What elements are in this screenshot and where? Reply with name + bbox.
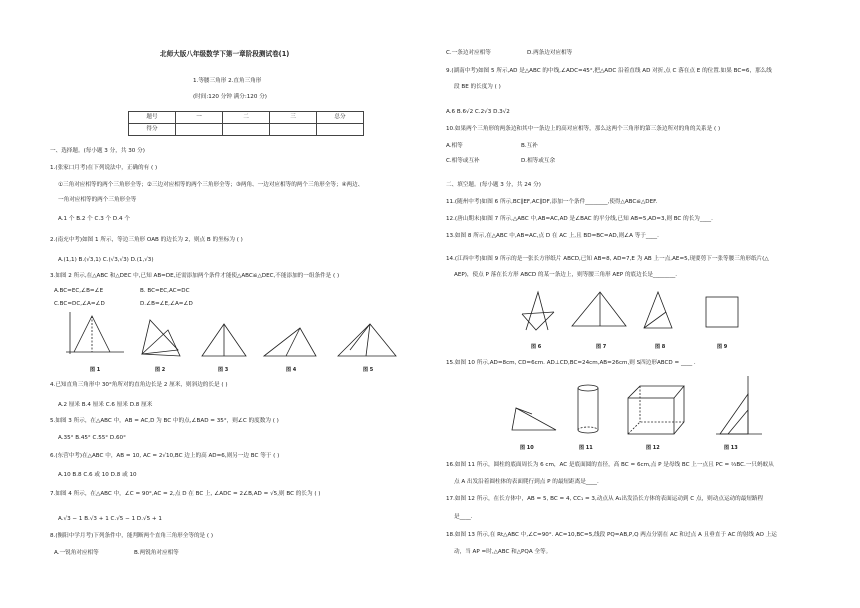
table-cell: 二: [223, 112, 270, 124]
question-1-statements: ①三角对应相等的两个三角形全等；②三边对应相等的两个三角形全等；③两角、一边对应相等的两个三角形全等；④两边、: [58, 182, 364, 188]
table-cell: 得分: [129, 124, 176, 136]
figure-7-label: 图 7: [596, 344, 607, 350]
figure-13-label: 图 13: [724, 445, 738, 451]
section-2-heading: 二、填空题。(每小题 3 分，共 24 分): [446, 182, 541, 188]
table-cell: 总分: [317, 112, 364, 124]
question-6: 6.(东营中考)在△ABC 中，AB = 10, AC = 2√10,BC 边上的高 AD=6,则另一边 BC 等于 ( ): [50, 453, 280, 459]
question-7-options: A.√3 − 1 B.√3 + 1 C.√5 − 1 D.√5 + 1: [58, 516, 162, 522]
table-cell: [270, 124, 317, 136]
question-3-option-d: D.∠B=∠E,∠A=∠D: [140, 301, 193, 307]
table-cell: 题号: [129, 112, 176, 124]
figure-6-diagram: [518, 290, 558, 334]
question-1-options: A.1 个 B.2 个 C.3 个 D.4 个: [58, 216, 130, 222]
question-10-option-c: C.相等或互补: [446, 158, 480, 164]
question-3: 3.如图 2 所示,在△ABC 和△DEC 中,已知 AB=DE,还需添加两个条件才能使△ABC≌△DEC,不能添加的一组条件是 ( ): [50, 273, 340, 279]
figure-1-label: 图 1: [90, 367, 101, 373]
table-cell: [223, 124, 270, 136]
question-3-option-b: B. BC=EC,AC=DC: [140, 288, 190, 294]
figure-7-diagram: [570, 290, 628, 330]
figure-10-label: 图 10: [520, 445, 534, 451]
question-8-option-d: D.两条边对应相等: [527, 50, 573, 56]
question-6-options: A.10 B.8 C.6 或 10 D.8 或 10: [58, 472, 137, 478]
question-15: 15.如图 10 所示,AD=8cm, CD=6cm. AD⊥CD,BC=24cm,AB=26cm,则 S四边形ABCD = ____ .: [446, 360, 696, 366]
page-title: 北师大版八年级数学下第一章阶段测试卷(1): [160, 50, 290, 58]
question-8-option-a: A.一锐角对应相等: [54, 550, 99, 556]
question-16: 16.如图 11 所示，圆柱的底面周长为 6 cm，AC 是底面圆的直径，高 BC = 6cm,点 P 是母线 BC 上一点且 PC = ⅔BC.一只蚂蚁从: [446, 462, 774, 468]
question-7: 7.如图 4 所示，在△ABC 中，∠C = 90°,AC = 2,点 D 在 BC 上, ∠ADC = 2∠B,AD = √5,则 BC 的长为 ( ): [50, 491, 321, 497]
table-row: [129, 112, 364, 124]
figure-13-diagram: [714, 374, 764, 438]
question-13: 13.如图 8 所示,在△ABC 中,AB=AC,点 D 在 AC 上,且 BD=BC=AD,则∠A 等于____.: [446, 233, 659, 239]
question-2: 2.(南充中考)如图 1 所示，等边三角形 OAB 的边长为 2，则点 B 的坐标为 ( ): [50, 237, 243, 243]
question-10-option-b: B.互补: [521, 143, 538, 149]
question-18: 18.如图 13 所示,在 Rt△ABC 中,∠C=90°. AC=10,BC=5,线段 PQ=AB,P,Q 两点分别在 AC 和过点 A 且垂直于 AC 的射线 AO 上运: [446, 532, 777, 538]
question-1-statements-cont: 一角对应相等的两个三角形全等: [58, 197, 137, 203]
question-11: 11.(随州中考)如图 6 所示,BC∥EF,AC∥DF,添加一个条件________,使得△ABC≌△DEF.: [446, 199, 658, 205]
figure-8-diagram: [640, 290, 676, 332]
question-3-option-c: C.BC=DC,∠A=∠D: [54, 301, 105, 307]
question-16-cont: 点 A 出发沿着圆柱体的表面爬行到点 P 的最短距离是____.: [454, 479, 599, 485]
figure-9-diagram: [705, 296, 741, 330]
figure-11-diagram: [576, 384, 600, 436]
question-10: 10.如果两个三角形的两条边和其中一条边上的高对应相等，那么这两个三角形的第三条边所对的角的关系是 ( ): [446, 126, 721, 132]
figure-5-label: 图 5: [363, 367, 374, 373]
section-1-heading: 一、选择题。(每小题 3 分，共 30 分): [50, 148, 145, 154]
question-9-cont: 段 BE 的长度为 ( ): [454, 84, 501, 90]
question-14-cont: AEP)，使点 P 落在长方形 ABCD 的某一条边上，则等腰三角形 AEP 的底边长是________.: [454, 272, 678, 278]
figure-2-label: 图 2: [155, 367, 166, 373]
page-subtitle: 1.等腰三角形 2.直角三角形: [193, 78, 262, 84]
figure-10-diagram: [510, 404, 560, 434]
question-5-options: A.35° B.45° C.55° D.60°: [58, 435, 126, 441]
question-18-cont: 动，当 AP =时,△ABC 和△PQA 全等。: [454, 549, 552, 555]
score-table: [128, 111, 364, 136]
table-row: [129, 124, 364, 136]
figure-5-diagram: [336, 322, 402, 360]
figure-8-label: 图 8: [655, 344, 666, 350]
question-5: 5.如图 3 所示，在△ABC 中，AB = AC,D 为 BC 中的点,∠BAD = 35°，则∠C 的度数为 ( ): [50, 418, 279, 424]
table-cell: 三: [270, 112, 317, 124]
question-2-options: A.(1,1) B.(√3,1) C.(√3,√3) D.(1,√3): [58, 257, 154, 263]
figure-6-label: 图 6: [531, 344, 542, 350]
question-10-option-a: A.相等: [446, 143, 463, 149]
question-10-option-d: D.相等或互余: [521, 158, 556, 164]
figure-12-label: 图 12: [646, 445, 660, 451]
figure-3-label: 图 3: [218, 367, 229, 373]
figure-4-diagram: [262, 326, 320, 360]
table-cell: 一: [176, 112, 223, 124]
question-4-options: A.2 厘米 B.4 厘米 C.6 厘米 D.8 厘米: [58, 402, 153, 408]
question-1: 1.(张家口月考)在下列说法中，正确的有 ( ): [50, 165, 158, 171]
table-cell: [317, 124, 364, 136]
question-8-option-c: C.一条边对应相等: [446, 50, 491, 56]
figure-12-diagram: [626, 384, 688, 438]
question-12: 12.(唐山期末)如图 7 所示,△ABC 中,AB=AC,AD 是∠BAC 的平分线,已知 AB=5,AD=3,则 BC 的长为____.: [446, 216, 713, 222]
question-4: 4.已知直角三角形中 30°角所对的直角边长是 2 厘米，则斜边的长是 ( ): [50, 382, 228, 388]
time-note: (时间:120 分钟 满分:120 分): [193, 94, 267, 100]
figure-9-label: 图 9: [717, 344, 728, 350]
figure-2-diagram: [138, 318, 184, 360]
question-8-option-b: B.两锐角对应相等: [134, 550, 179, 556]
figure-11-label: 图 11: [579, 445, 593, 451]
figure-3-diagram: [200, 322, 250, 360]
question-17: 17.如图 12 所示，在长方体中，AB = 5, BC = 4, CC₁ = 3,动点从 A₁出发沿长方体的表面运动到 C 点，则动点运动的最短路程: [446, 496, 764, 502]
figure-4-label: 图 4: [286, 367, 297, 373]
question-17-cont: 是____.: [454, 514, 473, 520]
question-9: 9.(湖南中考)如图 5 所示,AD 是△ABC 的中线,∠ADC=45°,把△ADC 沿着直线 AD 对折,点 C 落在点 E 的位置.如果 BC=6，那么线: [446, 68, 772, 74]
question-14: 14.(江西中考)如图 9 所示的是一张长方形纸片 ABCD,已知 AB=8, AD=7,E 为 AB 上一点,AE=5,现要剪下一张等腰三角形纸片(△: [446, 256, 769, 262]
question-9-options: A.6 B.6√2 C.2√3 D.3√2: [446, 109, 510, 115]
table-cell: [176, 124, 223, 136]
figure-1-diagram: [66, 312, 126, 360]
question-8: 8.(衡阳中学月考)下列条件中，能判断两个直角三角形全等的是 ( ): [50, 533, 214, 539]
question-3-option-a: A.BC=EC,∠B=∠E: [54, 288, 104, 294]
